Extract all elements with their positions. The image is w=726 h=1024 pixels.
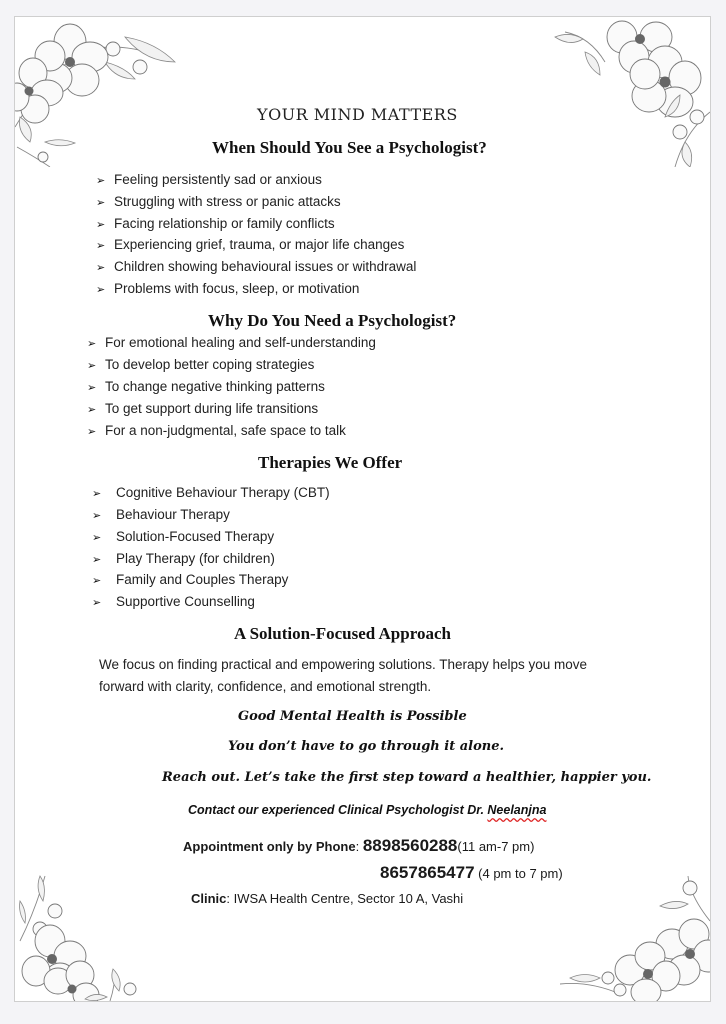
arrowhead-bullet-icon: ➢ bbox=[87, 426, 97, 438]
approach-paragraph: We focus on finding practical and empowering solutions. Therapy helps you move forward with clarity, confidence, and emotional strength. bbox=[99, 657, 588, 694]
phone-line-1 bbox=[183, 836, 534, 856]
contact-line bbox=[188, 803, 546, 817]
list-item bbox=[96, 237, 404, 252]
arrowhead-bullet-icon: ➢ bbox=[96, 197, 106, 209]
heading-when: When Should You See a Psychologist? bbox=[212, 138, 487, 157]
list-item bbox=[87, 379, 325, 394]
list-item-text: Behaviour Therapy bbox=[116, 507, 230, 522]
list-item-text: Feeling persistently sad or anxious bbox=[114, 172, 322, 187]
clinic-address: IWSA Health Centre, Sector 10 A, Vashi bbox=[233, 891, 464, 906]
floral-corner-top-left-icon bbox=[15, 17, 190, 167]
list-item-text: Problems with focus, sleep, or motivation bbox=[114, 281, 360, 296]
arrowhead-bullet-icon: ➢ bbox=[96, 284, 106, 296]
list-item-text: To develop better coping strategies bbox=[105, 357, 315, 372]
list-item-text: To get support during life transitions bbox=[105, 401, 319, 416]
list-item-text: Family and Couples Therapy bbox=[116, 572, 289, 587]
phone-separator: : bbox=[355, 839, 363, 854]
clinic-label: Clinic bbox=[191, 891, 227, 906]
list-item bbox=[87, 335, 376, 350]
floral-corner-top-right-icon bbox=[545, 17, 710, 167]
arrowhead-bullet-icon: ➢ bbox=[92, 575, 102, 587]
phone-line-2 bbox=[380, 863, 563, 883]
list-item bbox=[92, 507, 230, 522]
heading-therapies: Therapies We Offer bbox=[258, 453, 403, 472]
arrowhead-bullet-icon: ➢ bbox=[92, 554, 102, 566]
arrowhead-bullet-icon: ➢ bbox=[96, 240, 106, 252]
list-item bbox=[87, 423, 346, 438]
heading-approach: A Solution-Focused Approach bbox=[234, 624, 451, 643]
floral-corner-bottom-left-icon bbox=[15, 871, 155, 1001]
list-item-text: Facing relationship or family conflicts bbox=[114, 216, 335, 231]
list-item-text: Solution-Focused Therapy bbox=[116, 529, 275, 544]
heading-why: Why Do You Need a Psychologist? bbox=[208, 311, 457, 330]
arrowhead-bullet-icon: ➢ bbox=[92, 597, 102, 609]
list-item-text: For emotional healing and self-understanding bbox=[105, 335, 376, 350]
list-item bbox=[96, 216, 335, 231]
list-item-text: Children showing behavioural issues or withdrawal bbox=[114, 259, 417, 274]
clinic-line bbox=[191, 891, 463, 906]
arrowhead-bullet-icon: ➢ bbox=[96, 219, 106, 231]
arrowhead-bullet-icon: ➢ bbox=[87, 382, 97, 394]
flyer-page bbox=[14, 16, 711, 1002]
tagline-reach-out: Reach out. Let’s take the first step toward a healthier, happier you. bbox=[162, 770, 652, 785]
phone-number-2[interactable]: 8657865477 bbox=[380, 863, 475, 882]
arrowhead-bullet-icon: ➢ bbox=[96, 262, 106, 274]
list-item-text: Experiencing grief, trauma, or major life changes bbox=[114, 237, 405, 252]
list-item-text: Play Therapy (for children) bbox=[116, 551, 275, 566]
list-item bbox=[92, 529, 274, 544]
list-item bbox=[96, 259, 416, 274]
phone-label: Appointment only by Phone bbox=[183, 839, 356, 854]
list-item-text: Cognitive Behaviour Therapy (CBT) bbox=[116, 485, 330, 500]
list-item bbox=[87, 357, 314, 372]
list-item bbox=[92, 485, 330, 500]
list-item bbox=[96, 194, 341, 209]
list-item bbox=[96, 281, 359, 296]
arrowhead-bullet-icon: ➢ bbox=[92, 488, 102, 500]
clinic-separator: : bbox=[226, 891, 234, 906]
list-item-text: To change negative thinking patterns bbox=[105, 379, 325, 394]
floral-corner-bottom-right-icon bbox=[560, 866, 710, 1001]
phone-number-1[interactable]: 8898560288 bbox=[362, 836, 458, 855]
phone-hours-2: (4 pm to 7 pm) bbox=[474, 866, 563, 881]
phone-hours-1: (11 am-7 pm) bbox=[457, 839, 535, 854]
arrowhead-bullet-icon: ➢ bbox=[92, 510, 102, 522]
list-item bbox=[96, 172, 322, 187]
list-item-text: Struggling with stress or panic attacks bbox=[114, 194, 341, 209]
contact-prefix: Contact our experienced Clinical Psychologist Dr. bbox=[188, 803, 488, 817]
list-item bbox=[92, 572, 288, 587]
arrowhead-bullet-icon: ➢ bbox=[92, 532, 102, 544]
list-item-text: For a non-judgmental, safe space to talk bbox=[105, 423, 346, 438]
list-item bbox=[92, 551, 275, 566]
arrowhead-bullet-icon: ➢ bbox=[87, 338, 97, 350]
arrowhead-bullet-icon: ➢ bbox=[96, 175, 106, 187]
list-item-text: Supportive Counselling bbox=[116, 594, 255, 609]
arrowhead-bullet-icon: ➢ bbox=[87, 360, 97, 372]
tagline-not-alone: You don’t have to go through it alone. bbox=[228, 739, 505, 754]
page-title: YOUR MIND MATTERS bbox=[257, 105, 458, 124]
tagline-good-mental-health: Good Mental Health is Possible bbox=[238, 709, 467, 724]
list-item bbox=[92, 594, 255, 609]
doctor-name: Neelanjna bbox=[487, 803, 547, 817]
list-item bbox=[87, 401, 318, 416]
arrowhead-bullet-icon: ➢ bbox=[87, 404, 97, 416]
